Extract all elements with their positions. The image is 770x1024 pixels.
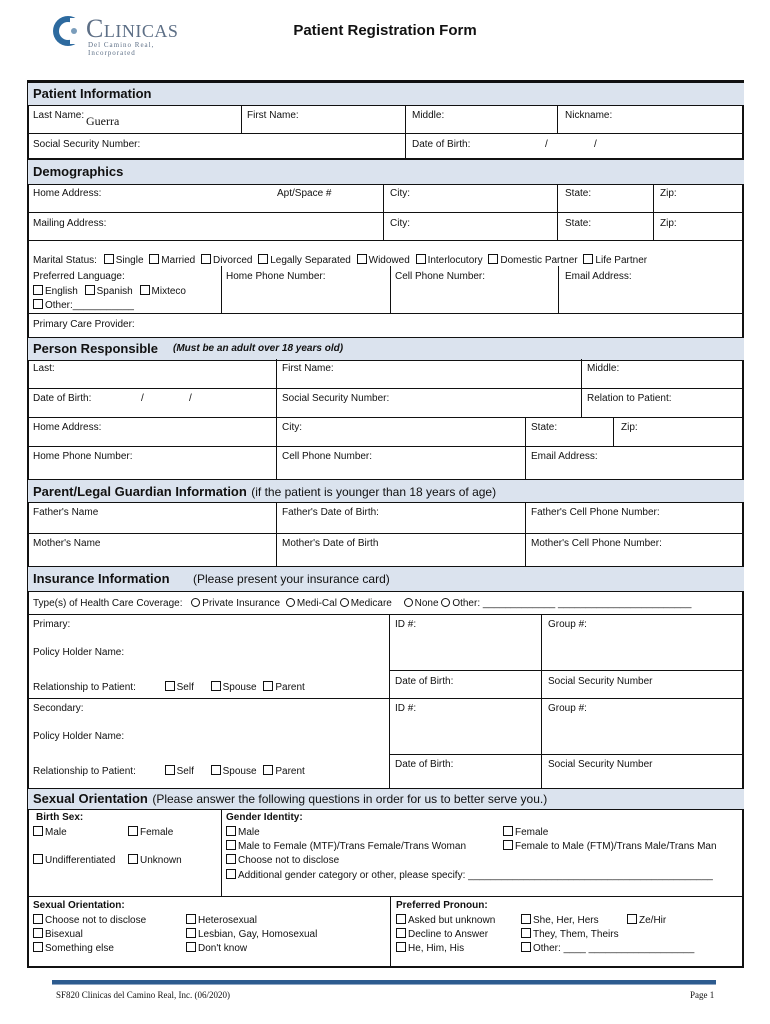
father-cell-label: Father's Cell Phone Number:: [531, 507, 660, 518]
pronoun-option: [396, 914, 495, 926]
option-label: Single: [115, 255, 144, 266]
orientation-option: [186, 942, 247, 954]
option-label: Self: [176, 766, 194, 777]
pronoun-option: [521, 942, 694, 954]
resp-city-label: City:: [282, 422, 302, 433]
resp-state-label: State:: [531, 422, 558, 433]
birth-female: [128, 826, 173, 838]
policy-holder-label: Policy Holder Name:: [33, 647, 125, 658]
pronoun-option: [627, 914, 666, 926]
first-name-label: First Name:: [247, 110, 299, 121]
radio[interactable]: [441, 598, 450, 607]
dob-slash: /: [545, 139, 548, 150]
checkbox[interactable]: [140, 285, 150, 295]
option-label: Other: ____ ___________________: [533, 943, 695, 954]
option-label: Undifferentiated: [45, 855, 116, 866]
radio[interactable]: [340, 598, 349, 607]
option-label: Divorced: [212, 255, 253, 266]
option-label: Ze/Hir: [639, 915, 667, 926]
guardian-note: (if the patient is younger than 18 years of age): [251, 485, 497, 499]
option-label: Other: _____________ ________________________: [452, 598, 692, 609]
radio[interactable]: [404, 598, 413, 607]
ins-dob-label: Date of Birth:: [395, 759, 454, 770]
relationship-row: [33, 765, 305, 777]
checkbox[interactable]: [186, 942, 196, 952]
gender-option: [226, 840, 466, 852]
option-label: Medicare: [350, 598, 392, 609]
checkbox[interactable]: [503, 826, 513, 836]
gender-option: [226, 826, 260, 838]
language-label: Preferred Language:: [33, 271, 125, 282]
checkbox[interactable]: [396, 928, 406, 938]
resp-cell-label: Cell Phone Number:: [282, 451, 373, 462]
option-label: Don't know: [198, 943, 248, 954]
option-label: Female: [140, 827, 174, 838]
marital-status-row: [33, 254, 647, 266]
checkbox[interactable]: [226, 840, 236, 850]
relation-label: Relation to Patient:: [587, 393, 672, 404]
mother-dob-label: Mother's Date of Birth: [282, 538, 379, 549]
option-label: Life Partner: [595, 255, 648, 266]
checkbox[interactable]: [33, 854, 43, 864]
orientation-option: [186, 914, 257, 926]
option-label: Decline to Answer: [408, 929, 489, 940]
group-label: Group #:: [548, 619, 587, 630]
option-label: Male to Female (MTF)/Trans Female/Trans Woman: [238, 841, 467, 852]
option-label: Spouse: [222, 682, 257, 693]
city-label: City:: [390, 218, 410, 229]
gender-option: [226, 854, 339, 866]
relationship-label: Relationship to Patient:: [33, 766, 136, 777]
father-name-label: Father's Name: [33, 507, 99, 518]
insurance-heading: Insurance Information: [33, 571, 170, 586]
language-other: [33, 299, 134, 311]
checkbox[interactable]: [33, 928, 43, 938]
option-label: Male: [238, 827, 260, 838]
checkbox[interactable]: [33, 299, 43, 309]
ins-ssn-label: Social Security Number: [548, 759, 653, 770]
checkbox[interactable]: [165, 681, 175, 691]
pronoun-option: [396, 928, 488, 940]
zip-label: Zip:: [660, 188, 677, 199]
pronoun-label: Preferred Pronoun:: [396, 900, 488, 911]
option-label: Medi-Cal: [296, 598, 337, 609]
option-label: Additional gender category or other, please specify: ____________________________________________: [238, 870, 713, 881]
guardian-heading-row: [33, 483, 496, 501]
footer-left: SF820 Clinicas del Camino Real, Inc. (06/2020): [56, 990, 230, 1000]
checkbox[interactable]: [521, 914, 531, 924]
dob-slash: /: [141, 393, 144, 404]
checkbox[interactable]: [33, 826, 43, 836]
radio[interactable]: [191, 598, 200, 607]
policy-holder-label: Policy Holder Name:: [33, 731, 125, 742]
option-label: Widowed: [368, 255, 410, 266]
demo-heading: Demographics: [33, 164, 124, 179]
group-label: Group #:: [548, 703, 587, 714]
checkbox[interactable]: [521, 942, 531, 952]
option-label: Parent: [275, 766, 305, 777]
checkbox[interactable]: [226, 854, 236, 864]
state-label: State:: [565, 188, 592, 199]
home-phone-label: Home Phone Number:: [226, 271, 326, 282]
dob-label: Date of Birth:: [412, 139, 471, 150]
id-label: ID #:: [395, 619, 417, 630]
birth-undiff: [33, 854, 115, 866]
mailing-address-label: Mailing Address:: [33, 218, 107, 229]
option-label: Choose not to disclose: [45, 915, 147, 926]
checkbox[interactable]: [165, 765, 175, 775]
option-label: Domestic Partner: [500, 255, 578, 266]
resp-email-label: Email Address:: [531, 451, 598, 462]
insurance-note: (Please present your insurance card): [193, 572, 390, 586]
orientation-option: [33, 928, 83, 940]
option-label: Lesbian, Gay, Homosexual: [198, 929, 318, 940]
resp-last-label: Last:: [33, 363, 55, 374]
coverage-label: Type(s) of Health Care Coverage:: [33, 598, 183, 609]
city-label: City:: [390, 188, 410, 199]
demo-section-band: [28, 159, 744, 185]
resp-home-phone-label: Home Phone Number:: [33, 451, 133, 462]
resp-middle-label: Middle:: [587, 363, 620, 374]
birth-sex-label: Birth Sex:: [36, 812, 84, 823]
option-label: Married: [161, 255, 196, 266]
language-options: [33, 285, 186, 297]
option-label: Female to Male (FTM)/Trans Male/Trans Man: [515, 841, 717, 852]
option-label: Choose not to disclose: [238, 855, 340, 866]
nickname-label: Nickname:: [565, 110, 613, 121]
mother-cell-label: Mother's Cell Phone Number:: [531, 538, 662, 549]
pronoun-option: [396, 942, 464, 954]
checkbox[interactable]: [263, 681, 273, 691]
option-label: Something else: [45, 943, 114, 954]
footer-rule: [52, 980, 716, 985]
orientation-option: [33, 914, 146, 926]
pronoun-option: [521, 914, 599, 926]
resp-home-label: Home Address:: [33, 422, 102, 433]
checkbox[interactable]: [396, 914, 406, 924]
last-name-value[interactable]: Guerra: [86, 114, 120, 128]
so-heading: Sexual Orientation: [33, 791, 148, 806]
gender-option: [226, 869, 713, 881]
option-label: Parent: [275, 682, 305, 693]
checkbox[interactable]: [201, 254, 211, 264]
relationship-row: [33, 681, 305, 693]
checkbox[interactable]: [258, 254, 268, 264]
secondary-label: Secondary:: [33, 703, 84, 714]
apt-label: Apt/Space #: [277, 188, 332, 199]
option-label: Asked but unknown: [408, 915, 496, 926]
option-label: Other:___________: [45, 300, 134, 311]
checkbox[interactable]: [186, 914, 196, 924]
gender-option: [503, 840, 717, 852]
page-number: Page 1: [690, 990, 715, 1000]
resp-note: (Must be an adult over 18 years old): [173, 343, 344, 354]
zip-label: Zip:: [660, 218, 677, 229]
last-name-label: Last Name:: [33, 110, 85, 121]
resp-first-label: First Name:: [282, 363, 334, 374]
orientation-label: Sexual Orientation:: [33, 900, 125, 911]
so-heading-row: [33, 790, 547, 808]
resp-dob-label: Date of Birth:: [33, 393, 92, 404]
checkbox[interactable]: [226, 826, 236, 836]
option-label: Spanish: [96, 286, 133, 297]
relationship-label: Relationship to Patient:: [33, 682, 136, 693]
checkbox[interactable]: [583, 254, 593, 264]
guardian-heading: Parent/Legal Guardian Information: [33, 484, 247, 499]
option-label: Legally Separated: [270, 255, 351, 266]
checkbox[interactable]: [211, 681, 221, 691]
option-label: She, Her, Hers: [533, 915, 599, 926]
option-label: None: [414, 598, 439, 609]
checkbox[interactable]: [211, 765, 221, 775]
checkbox[interactable]: [85, 285, 95, 295]
orientation-option: [33, 942, 114, 954]
checkbox[interactable]: [128, 826, 138, 836]
checkbox[interactable]: [521, 928, 531, 938]
option-label: Heterosexual: [198, 915, 257, 926]
checkbox[interactable]: [128, 854, 138, 864]
resp-ssn-label: Social Security Number:: [282, 393, 390, 404]
ins-ssn-label: Social Security Number: [548, 676, 653, 687]
mother-name-label: Mother's Name: [33, 538, 101, 549]
father-dob-label: Father's Date of Birth:: [282, 507, 379, 518]
radio[interactable]: [286, 598, 295, 607]
orientation-option: [186, 928, 317, 940]
gender-option: [503, 826, 548, 838]
ssn-label: Social Security Number:: [33, 139, 141, 150]
checkbox[interactable]: [226, 869, 236, 879]
option-label: Private Insurance: [202, 598, 281, 609]
checkbox[interactable]: [357, 254, 367, 264]
coverage-row: [33, 598, 691, 609]
page-title: Patient Registration Form: [293, 22, 477, 39]
checkbox[interactable]: [186, 928, 196, 938]
marital-label: Marital Status:: [33, 255, 97, 266]
middle-label: Middle:: [412, 110, 445, 121]
checkbox[interactable]: [33, 942, 43, 952]
patient-heading: Patient Information: [33, 86, 152, 101]
checkbox[interactable]: [627, 914, 637, 924]
checkbox[interactable]: [416, 254, 426, 264]
checkbox[interactable]: [149, 254, 159, 264]
checkbox[interactable]: [104, 254, 114, 264]
checkbox[interactable]: [33, 285, 43, 295]
option-label: Bisexual: [45, 929, 83, 940]
birth-unknown: [128, 854, 182, 866]
gender-label: Gender Identity:: [226, 812, 303, 823]
logo-subtitle: Del Camino Real, Incorporated: [88, 41, 155, 57]
option-label: Unknown: [140, 855, 182, 866]
ins-dob-label: Date of Birth:: [395, 676, 454, 687]
resp-zip-label: Zip:: [621, 422, 638, 433]
option-label: Male: [45, 827, 67, 838]
primary-label: Primary:: [33, 619, 71, 630]
so-note: (Please answer the following questions in order for us to better serve you.): [152, 792, 548, 806]
pcp-label: Primary Care Provider:: [33, 319, 135, 330]
cell-phone-label: Cell Phone Number:: [395, 271, 486, 282]
home-address-label: Home Address:: [33, 188, 102, 199]
state-label: State:: [565, 218, 592, 229]
checkbox[interactable]: [396, 942, 406, 952]
id-label: ID #:: [395, 703, 417, 714]
birth-male: [33, 826, 67, 838]
option-label: They, Them, Theirs: [533, 929, 619, 940]
dob-slash: /: [189, 393, 192, 404]
email-label: Email Address:: [565, 271, 632, 282]
checkbox[interactable]: [503, 840, 513, 850]
pronoun-option: [521, 928, 619, 940]
option-label: Spouse: [222, 766, 257, 777]
dob-slash: /: [594, 139, 597, 150]
checkbox[interactable]: [33, 914, 43, 924]
resp-heading: Person Responsible: [33, 341, 158, 356]
checkbox[interactable]: [488, 254, 498, 264]
checkbox[interactable]: [263, 765, 273, 775]
option-label: Female: [515, 827, 549, 838]
option-label: Mixteco: [151, 286, 186, 297]
logo-name: Clinicas: [86, 14, 179, 43]
option-label: Interlocutory: [427, 255, 483, 266]
option-label: Self: [176, 682, 194, 693]
option-label: He, Him, His: [408, 943, 465, 954]
option-label: English: [45, 286, 78, 297]
